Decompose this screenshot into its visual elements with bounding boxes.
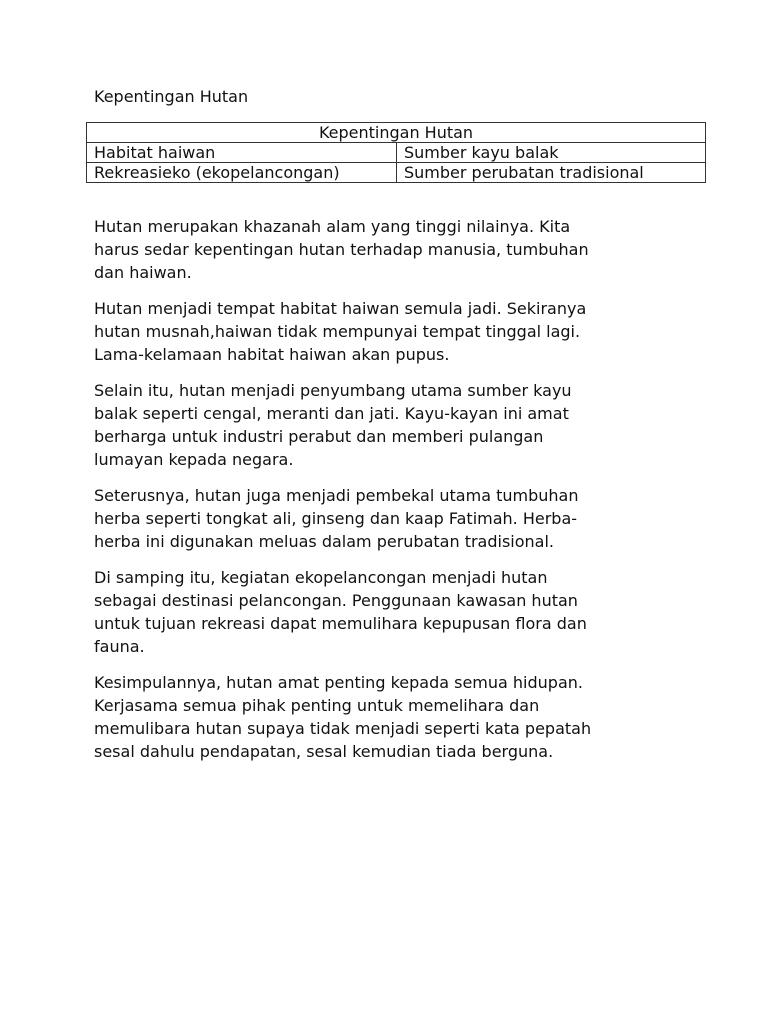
text-line: herba seperti tongkat ali, ginseng dan kaap Fatimah. Herba- xyxy=(94,509,578,528)
paragraph-ecotourism xyxy=(94,566,674,658)
paragraph-habitat xyxy=(94,297,674,366)
paragraph-timber xyxy=(94,379,674,471)
table-cell: Rekreasieko (ekopelancongan) xyxy=(87,163,397,183)
paragraph-herbs xyxy=(94,484,674,553)
text-line: Kerjasama semua pihak penting untuk memelihara dan xyxy=(94,696,540,715)
text-line: Hutan merupakan khazanah alam yang tinggi nilainya. Kita xyxy=(94,217,571,236)
text-line: Selain itu, hutan menjadi penyumbang utama sumber kayu xyxy=(94,381,572,400)
table-cell: Sumber perubatan tradisional xyxy=(397,163,706,183)
text-line: hutan musnah,haiwan tidak mempunyai tempat tinggal lagi. xyxy=(94,322,581,341)
table-row xyxy=(87,143,706,163)
paragraph-introduction xyxy=(94,215,674,284)
table-cell: Habitat haiwan xyxy=(87,143,397,163)
text-line: Lama-kelamaan habitat haiwan akan pupus. xyxy=(94,345,450,364)
text-line: fauna. xyxy=(94,637,145,656)
text-line: lumayan kepada negara. xyxy=(94,450,294,469)
text-line: herba ini digunakan meluas dalam perubatan tradisional. xyxy=(94,532,554,551)
text-line: Seterusnya, hutan juga menjadi pembekal utama tumbuhan xyxy=(94,486,579,505)
summary-table xyxy=(86,122,706,183)
text-line: Hutan menjadi tempat habitat haiwan semula jadi. Sekiranya xyxy=(94,299,587,318)
text-line: Kesimpulannya, hutan amat penting kepada semua hidupan. xyxy=(94,673,583,692)
table-header-cell: Kepentingan Hutan xyxy=(87,123,706,143)
text-line: memulibara hutan supaya tidak menjadi seperti kata pepatah xyxy=(94,719,592,738)
text-line: Di samping itu, kegiatan ekopelancongan menjadi hutan xyxy=(94,568,548,587)
text-line: sebagai destinasi pelancongan. Penggunaan kawasan hutan xyxy=(94,591,578,610)
body-text xyxy=(94,215,674,776)
text-line: dan haiwan. xyxy=(94,263,192,282)
text-line: sesal dahulu pendapatan, sesal kemudian tiada berguna. xyxy=(94,742,554,761)
table-header-row xyxy=(87,123,706,143)
table-cell: Sumber kayu balak xyxy=(397,143,706,163)
text-line: balak seperti cengal, meranti dan jati. Kayu-kayan ini amat xyxy=(94,404,569,423)
text-line: harus sedar kepentingan hutan terhadap manusia, tumbuhan xyxy=(94,240,589,259)
text-line: untuk tujuan rekreasi dapat memulihara kepupusan flora dan xyxy=(94,614,587,633)
table-row xyxy=(87,163,706,183)
paragraph-conclusion xyxy=(94,671,674,763)
document-title: Kepentingan Hutan xyxy=(94,87,249,106)
text-line: berharga untuk industri perabut dan memberi pulangan xyxy=(94,427,544,446)
